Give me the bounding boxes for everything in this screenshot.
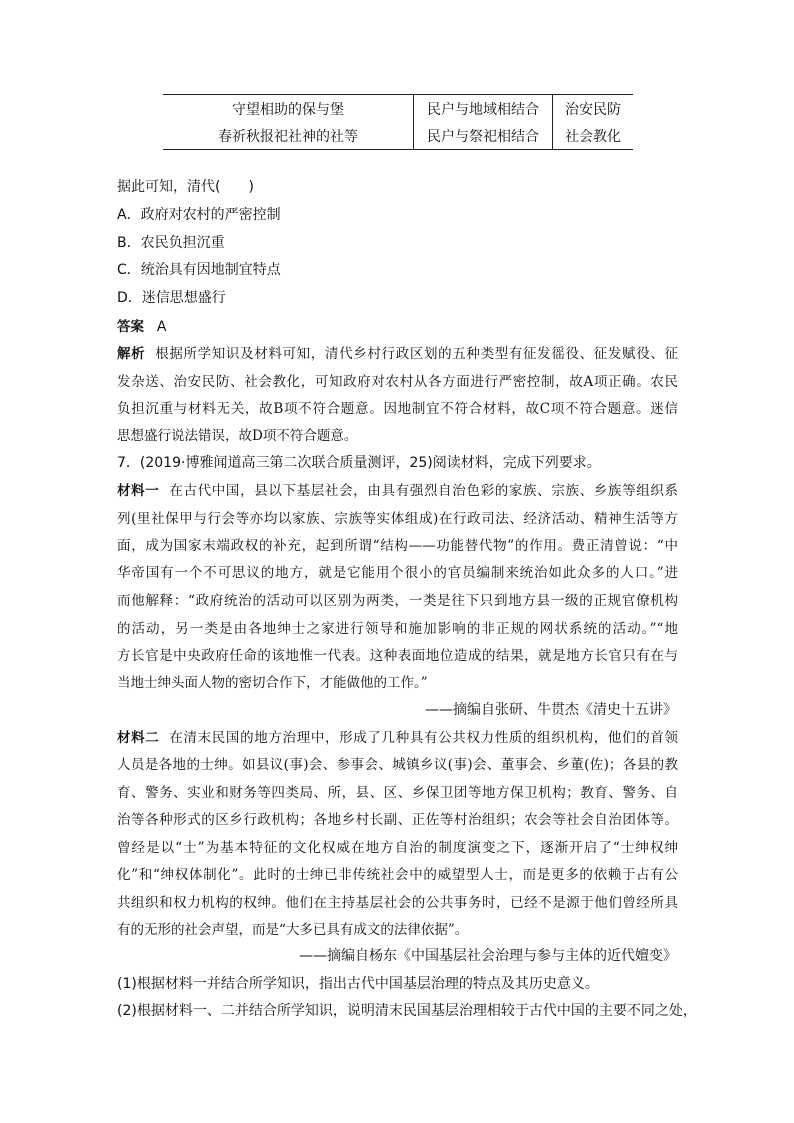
analysis-line: 发杂送、治安民防、社会教化，可知政府对农村从各方面进行严密控制，故A项正确。农民 [117,374,678,390]
option-a: A．政府对农村的严密控制 [117,207,281,223]
material-1-source: ——摘编自张研、牛贯杰《清史十五讲》 [425,702,677,718]
sub-question-1: (1)根据材料一并结合所学知识，指出古代中国基层治理的特点及其历史意义。 [117,976,599,992]
table-row [163,95,633,123]
table-cell: 民户与地域相结合 [414,95,553,123]
material-2-line: 育、警务、实业和财务等四类局、所，县、区、乡保卫团等地方保卫机构；教育、警务、自 [117,785,678,801]
material-2-label: 材料二 [117,730,160,746]
material-1-line: 方长官是中央政府任命的该地惟一代表。这种表面地位造成的结果，就是地方长官只有在与 [117,648,678,664]
answer-label: 答案 [117,319,144,335]
answer-line [117,315,166,335]
material-2-line: 化”和“绅权体制化”。此时的士绅已非传统社会中的威望型人士，而是更多的依赖于占有公 [117,867,678,883]
table-cell: 守望相助的保与堡 [163,95,414,123]
table-cell: 民户与祭祀相结合 [414,122,553,150]
material-2-line: 共组织和权力机构的权绅。他们在主持基层社会的公共事务时，已经不是源于他们曾经所具 [117,895,678,911]
material-1-line: 的活动，另一类是由各地绅士之家进行领导和施加影响的非正规的网状系统的活动。”“地 [117,621,678,637]
question-7-header: 7．(2019·博雅闻道高三第二次联合质量测评，25)阅读材料，完成下列要求。 [117,455,601,471]
table-cell: 社会教化 [553,122,634,150]
material-1-line [117,479,678,499]
answer-value: A [156,319,167,335]
analysis-line [117,342,678,362]
reference-table [163,94,633,150]
analysis-label: 解析 [117,346,146,362]
analysis-line: 负担沉重与材料无关，故B项不符合题意。因地制宜不符合材料，故C项不符合题意。迷信 [117,401,678,417]
material-2-line [117,726,678,746]
material-1-text: 在古代中国，县以下基层社会，由具有强烈自治色彩的家族、宗族、乡族等组织系 [169,483,679,499]
question-stem: 据此可知，清代( ) [117,179,254,195]
material-2-line: 人员是各地的士绅。如县议(事)会、参事会、城镇乡议(事)会、董事会、乡董(佐)；各县的教 [117,757,678,773]
material-2-text: 在清末民国的地方治理中，形成了几种具有公共权力性质的组织机构，他们的首领 [169,730,679,746]
material-2-line: 有的无形的社会声望，而是“大多已具有成文的法律依据”。 [117,922,469,938]
material-1-line: 华帝国有一个不可思议的地方，就是它能用个很小的官员编制来统治如此众多的人口。”进 [117,565,678,581]
table-row [163,122,633,150]
option-d: D．迷信思想盛行 [117,290,226,306]
option-c: C．统治具有因地制宜特点 [117,262,281,278]
table-cell: 春祈秋报祀社神的社等 [163,122,414,150]
table-cell: 治安民防 [553,95,634,123]
material-1-line: 列(里社保甲与行会等亦均以家族、宗族等实体组成)在行政司法、经济活动、精神生活等方 [117,511,678,527]
option-b: B．农民负担沉重 [117,235,225,251]
material-1-line: 面，成为国家末端政权的补充，起到所谓“结构——功能替代物”的作用。费正清曾说：“中 [117,538,678,554]
sub-question-2: (2)根据材料一、二并结合所学知识，说明清末民国基层治理相较于古代中国的主要不同之处， [117,1003,697,1019]
material-2-line: 治等各种形式的区乡行政机构；各地乡村长副、正佐等村治组织；农会等社会自治团体等。 [117,812,678,828]
material-1-line: 当地士绅头面人物的密切合作下，才能做他的工作。” [117,675,428,691]
material-2-source: ——摘编自杨东《中国基层社会治理与参与主体的近代嬗变》 [299,948,677,964]
material-2-line: 曾经是以“士”为基本特征的文化权威在地方自治的制度演变之下，逐渐开启了“士绅权绅 [117,840,678,856]
analysis-line: 思想盛行说法错误，故D项不符合题意。 [117,428,358,444]
analysis-text: 根据所学知识及材料可知，清代乡村行政区划的五种类型有征发徭役、征发赋役、征 [155,346,679,362]
material-1-line: 而他解释：“政府统治的活动可以区别为两类，一类是往下只到地方县一级的正规官僚机构 [117,593,678,609]
material-1-label: 材料一 [117,483,160,499]
